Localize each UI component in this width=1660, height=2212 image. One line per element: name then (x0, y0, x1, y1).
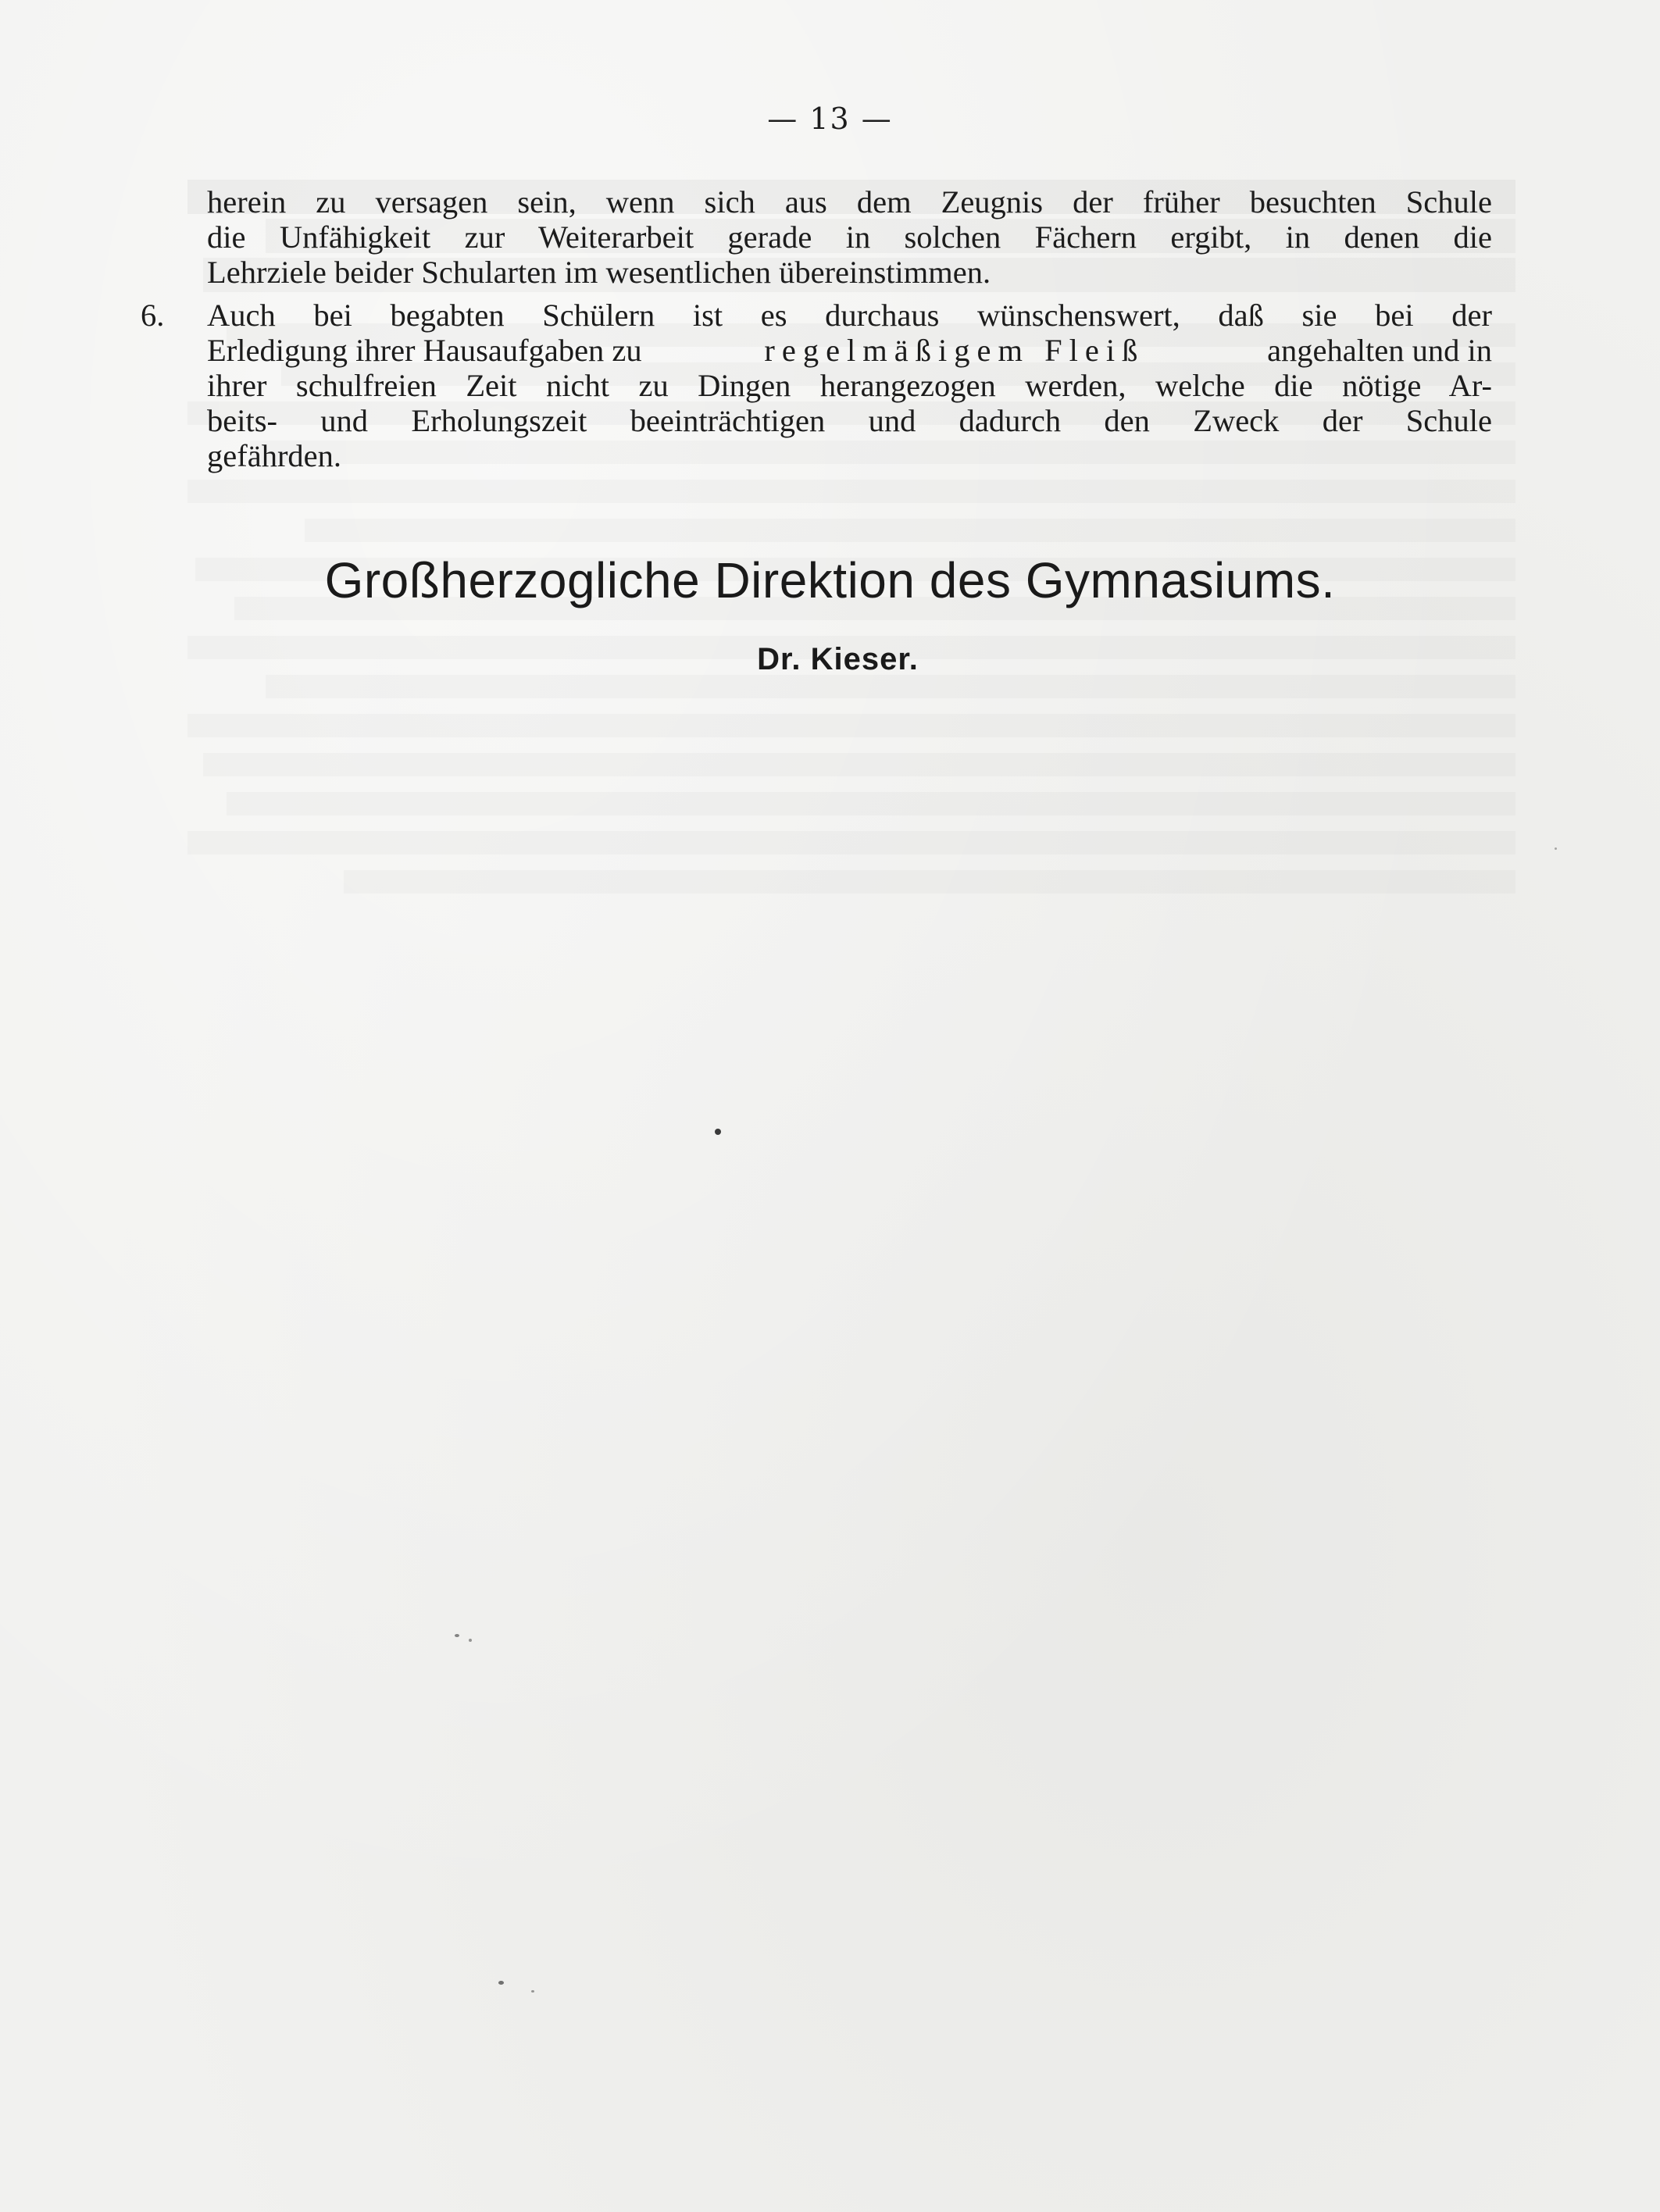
text-line-emphasis (207, 333, 1492, 368)
page-number: — 13 — (767, 102, 893, 136)
text-line: die Unfähigkeit zur Weiterarbeit gerade in solchen Fächern ergibt, in denen die (207, 219, 1492, 255)
paper-speck (498, 1981, 504, 1985)
text-segment: Erledigung ihrer Hausaufgaben zu (207, 333, 642, 368)
signature-name: Dr. Kieser. (757, 642, 919, 676)
paper-speck (455, 1634, 459, 1637)
emphasized-phrase: regelmäßigem Fleiß (764, 333, 1145, 368)
text-line: gefährden. (207, 438, 342, 473)
paper-speck (531, 1990, 534, 1993)
text-line: herein zu versagen sein, wenn sich aus dem Zeugnis der früher besuchten Schule (207, 184, 1492, 219)
text-line: ihrer schulfreien Zeit nicht zu Dingen herangezogen werden, welche die nötige Ar- (207, 368, 1492, 403)
paper-speck (715, 1129, 721, 1135)
paper-speck (1555, 847, 1557, 850)
signature-institution: Großherzogliche Direktion des Gymnasiums. (324, 552, 1336, 608)
item-6-paragraph (207, 298, 1492, 473)
item-number: 6. (141, 298, 165, 333)
text-line: Lehrziele beider Schularten im wesentlichen übereinstimmen. (207, 255, 991, 290)
paper-speck (469, 1639, 472, 1642)
text-line: beits- und Erholungszeit beeinträchtigen und dadurch den Zweck der Schule (207, 403, 1492, 438)
text-segment: angehalten und in (1267, 333, 1492, 368)
paragraph-continuation (207, 184, 1492, 290)
text-line: Auch bei begabten Schülern ist es durchaus wünschenswert, daß sie bei der (207, 298, 1492, 333)
